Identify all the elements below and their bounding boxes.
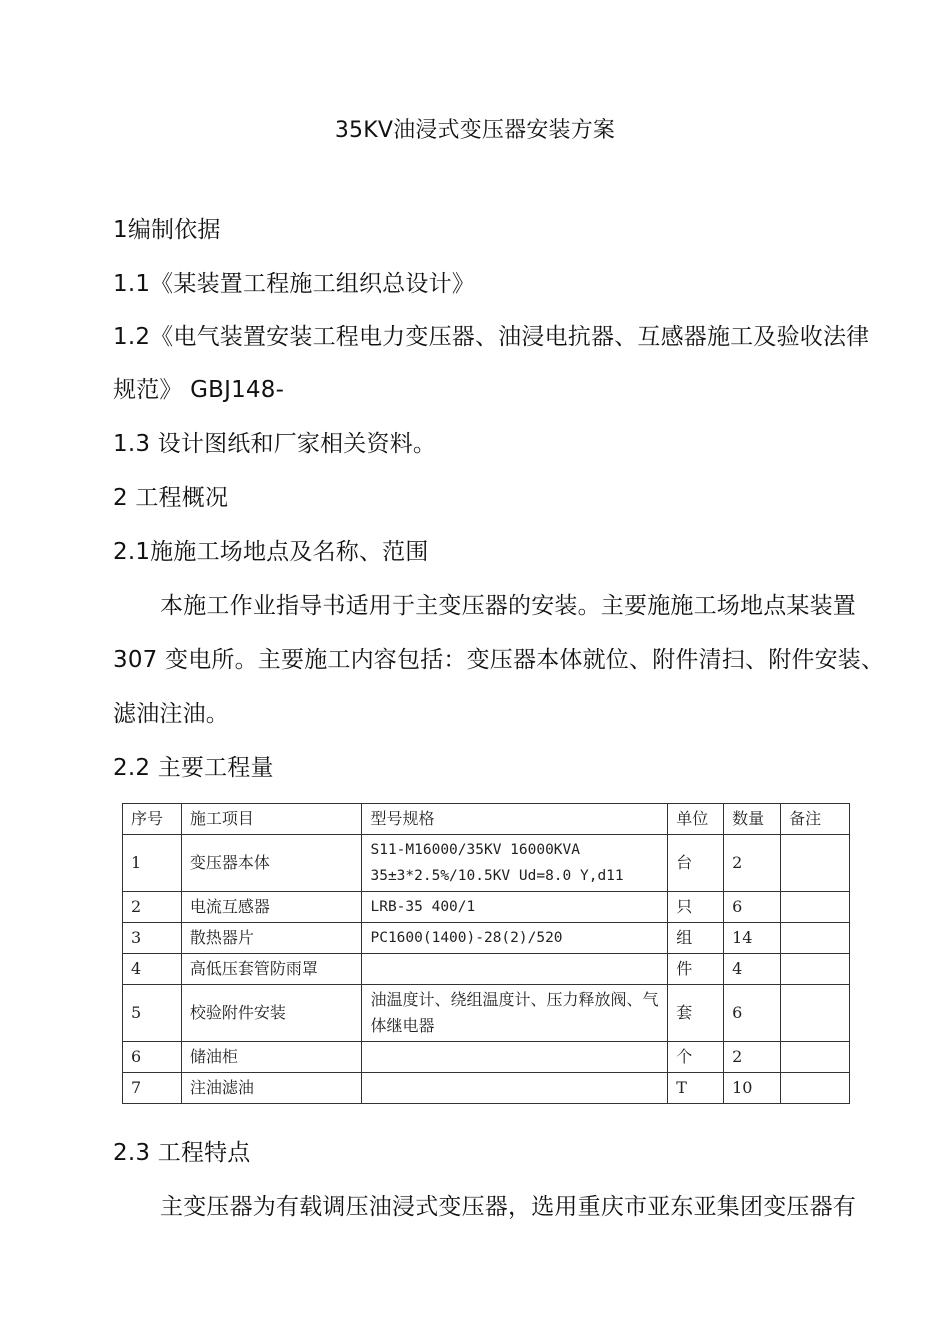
cell-unit: 件 <box>668 954 724 985</box>
header-cell-spec: 型号规格 <box>362 804 668 835</box>
cell-no: 7 <box>123 1073 182 1104</box>
cell-spec: PC1600(1400)-28(2)/520 <box>362 923 668 954</box>
cell-qty: 14 <box>724 923 781 954</box>
cell-item: 注油滤油 <box>181 1073 362 1104</box>
cell-qty: 2 <box>724 1042 781 1073</box>
cell-spec <box>362 954 668 985</box>
cell-remark <box>781 985 850 1042</box>
table-row <box>123 954 850 985</box>
cell-qty: 4 <box>724 954 781 985</box>
cell-item: 散热器片 <box>181 923 362 954</box>
cell-qty: 10 <box>724 1073 781 1104</box>
table-row <box>123 1073 850 1104</box>
cell-no: 6 <box>123 1042 182 1073</box>
cell-remark <box>781 835 850 892</box>
cell-remark <box>781 1042 850 1073</box>
cell-no: 4 <box>123 954 182 985</box>
section-2-heading: 2 工程概况 <box>113 485 229 511</box>
cell-qty: 6 <box>724 985 781 1042</box>
cell-remark <box>781 954 850 985</box>
paragraph-2-1-line3: 滤油注油。 <box>113 701 229 727</box>
table-row <box>123 1042 850 1073</box>
cell-spec: 油温度计、绕组温度计、压力释放阀、气体继电器 <box>362 985 668 1042</box>
table-row <box>123 923 850 954</box>
cell-remark <box>781 1073 850 1104</box>
reference-1-2-line1: 1.2《电气装置安装工程电力变压器、油浸电抗器、互感器施工及验收法律 <box>113 324 870 350</box>
reference-1-3: 1.3 设计图纸和厂家相关资料。 <box>113 431 437 457</box>
header-cell-item: 施工项目 <box>181 804 362 835</box>
cell-unit: 套 <box>668 985 724 1042</box>
paragraph-2-1-line2: 307 变电所。主要施工内容包括：变压器本体就位、附件清扫、附件安装、 <box>113 647 885 673</box>
cell-no: 2 <box>123 892 182 923</box>
reference-1-2-line2: 规范》 GBJ148- <box>113 377 285 403</box>
cell-unit: T <box>668 1073 724 1104</box>
header-cell-no: 序号 <box>123 804 182 835</box>
subsection-2-2-heading: 2.2 主要工程量 <box>113 755 274 781</box>
header-cell-unit: 单位 <box>668 804 724 835</box>
cell-qty: 6 <box>724 892 781 923</box>
cell-no: 5 <box>123 985 182 1042</box>
cell-no: 1 <box>123 835 182 892</box>
cell-unit: 台 <box>668 835 724 892</box>
cell-qty: 2 <box>724 835 781 892</box>
cell-remark <box>781 892 850 923</box>
paragraph-2-3-line1: 主变压器为有载调压油浸式变压器，选用重庆市亚东亚集团变压器有 <box>160 1194 856 1220</box>
cell-unit: 只 <box>668 892 724 923</box>
cell-item: 高低压套管防雨罩 <box>181 954 362 985</box>
reference-1-1: 1.1《某装置工程施工组织总设计》 <box>113 271 475 297</box>
cell-spec <box>362 1073 668 1104</box>
cell-item: 储油柜 <box>181 1042 362 1073</box>
table-row <box>123 835 850 892</box>
cell-item: 变压器本体 <box>181 835 362 892</box>
quantities-table <box>122 803 850 1104</box>
subsection-2-3-heading: 2.3 工程特点 <box>113 1140 251 1166</box>
header-cell-remark: 备注 <box>781 804 850 835</box>
subsection-2-1-heading: 2.1施施工场地点及名称、范围 <box>113 539 429 565</box>
paragraph-2-1-line1: 本施工作业指导书适用于主变压器的安装。主要施施工场地点某装置 <box>160 593 856 619</box>
cell-spec: LRB-35 400/1 <box>362 892 668 923</box>
table-row <box>123 985 850 1042</box>
table-header-row <box>123 804 850 835</box>
cell-unit: 个 <box>668 1042 724 1073</box>
cell-remark <box>781 923 850 954</box>
document-title: 35KV油浸式变压器安装方案 <box>334 118 616 143</box>
cell-spec <box>362 1042 668 1073</box>
header-cell-qty: 数量 <box>724 804 781 835</box>
section-1-heading: 1编制依据 <box>113 217 221 243</box>
cell-item: 校验附件安装 <box>181 985 362 1042</box>
cell-unit: 组 <box>668 923 724 954</box>
cell-no: 3 <box>123 923 182 954</box>
cell-spec: S11-M16000/35KV 16000KVA 35±3*2.5%/10.5KV Ud=8.0 Y,d11 <box>362 835 668 892</box>
table-row <box>123 892 850 923</box>
cell-item: 电流互感器 <box>181 892 362 923</box>
